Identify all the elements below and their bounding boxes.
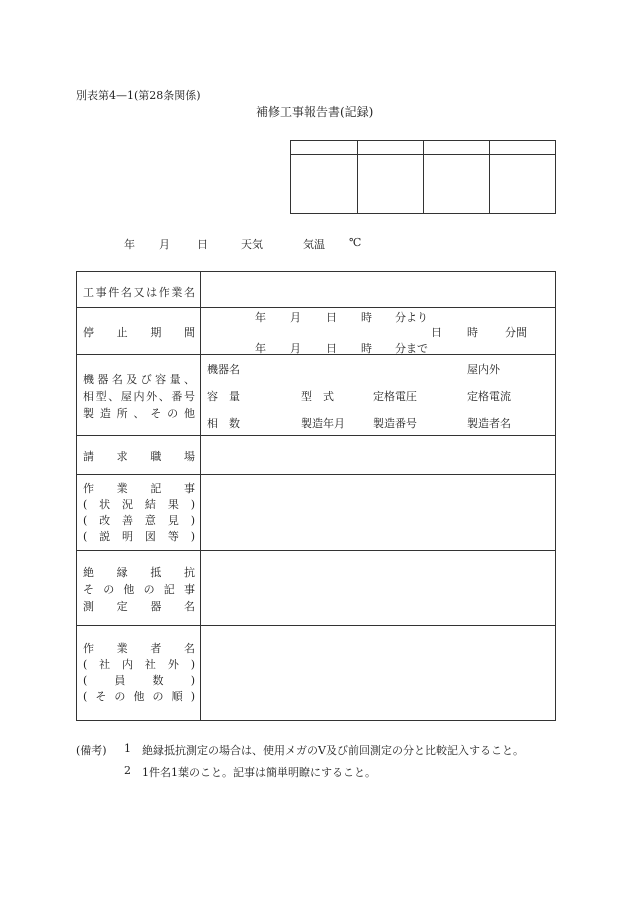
work-name-field[interactable]	[202, 273, 554, 306]
billing-dept-field[interactable]	[202, 437, 554, 473]
insulation-field[interactable]	[202, 552, 554, 624]
workers-label: 作業者名 (社内社外) (員数) (その他の順)	[83, 642, 195, 703]
temperature-label: 気温	[303, 238, 325, 251]
billing-dept-label: 請求職場	[83, 450, 195, 463]
remark-item: 1件名1葉のこと。記事は簡単明瞭にすること。	[142, 766, 376, 779]
date-month-label: 月	[159, 238, 170, 251]
work-name-label: 工事件名又は作業名	[83, 286, 195, 299]
approval-stamp-boxes	[290, 140, 556, 214]
remark-item: 絶縁抵抗測定の場合は、使用メガのV及び前回測定の分と比較記入すること。	[142, 744, 524, 757]
remarks-prefix: (備考)	[76, 744, 107, 757]
work-record-field[interactable]	[202, 476, 554, 549]
stop-period-label: 停止期間	[83, 326, 195, 339]
weather-label: 天気	[241, 238, 263, 251]
form-reference: 別表第4—1(第28条関係)	[76, 89, 201, 102]
equipment-label: 機器名及び容量、 相型、屋内外、番号 製造所、その他	[83, 373, 195, 420]
date-day-label: 日	[197, 238, 208, 251]
celsius-unit: ℃	[349, 236, 362, 249]
workers-field[interactable]	[202, 627, 554, 719]
insulation-label: 絶縁抵抗 その他の記事 測定器名	[83, 566, 195, 613]
date-year-label: 年	[124, 238, 135, 251]
form-title: 補修工事報告書(記録)	[256, 105, 374, 119]
work-record-label: 作業記事 (状況結果) (改善意見) (説明図等)	[83, 482, 195, 543]
